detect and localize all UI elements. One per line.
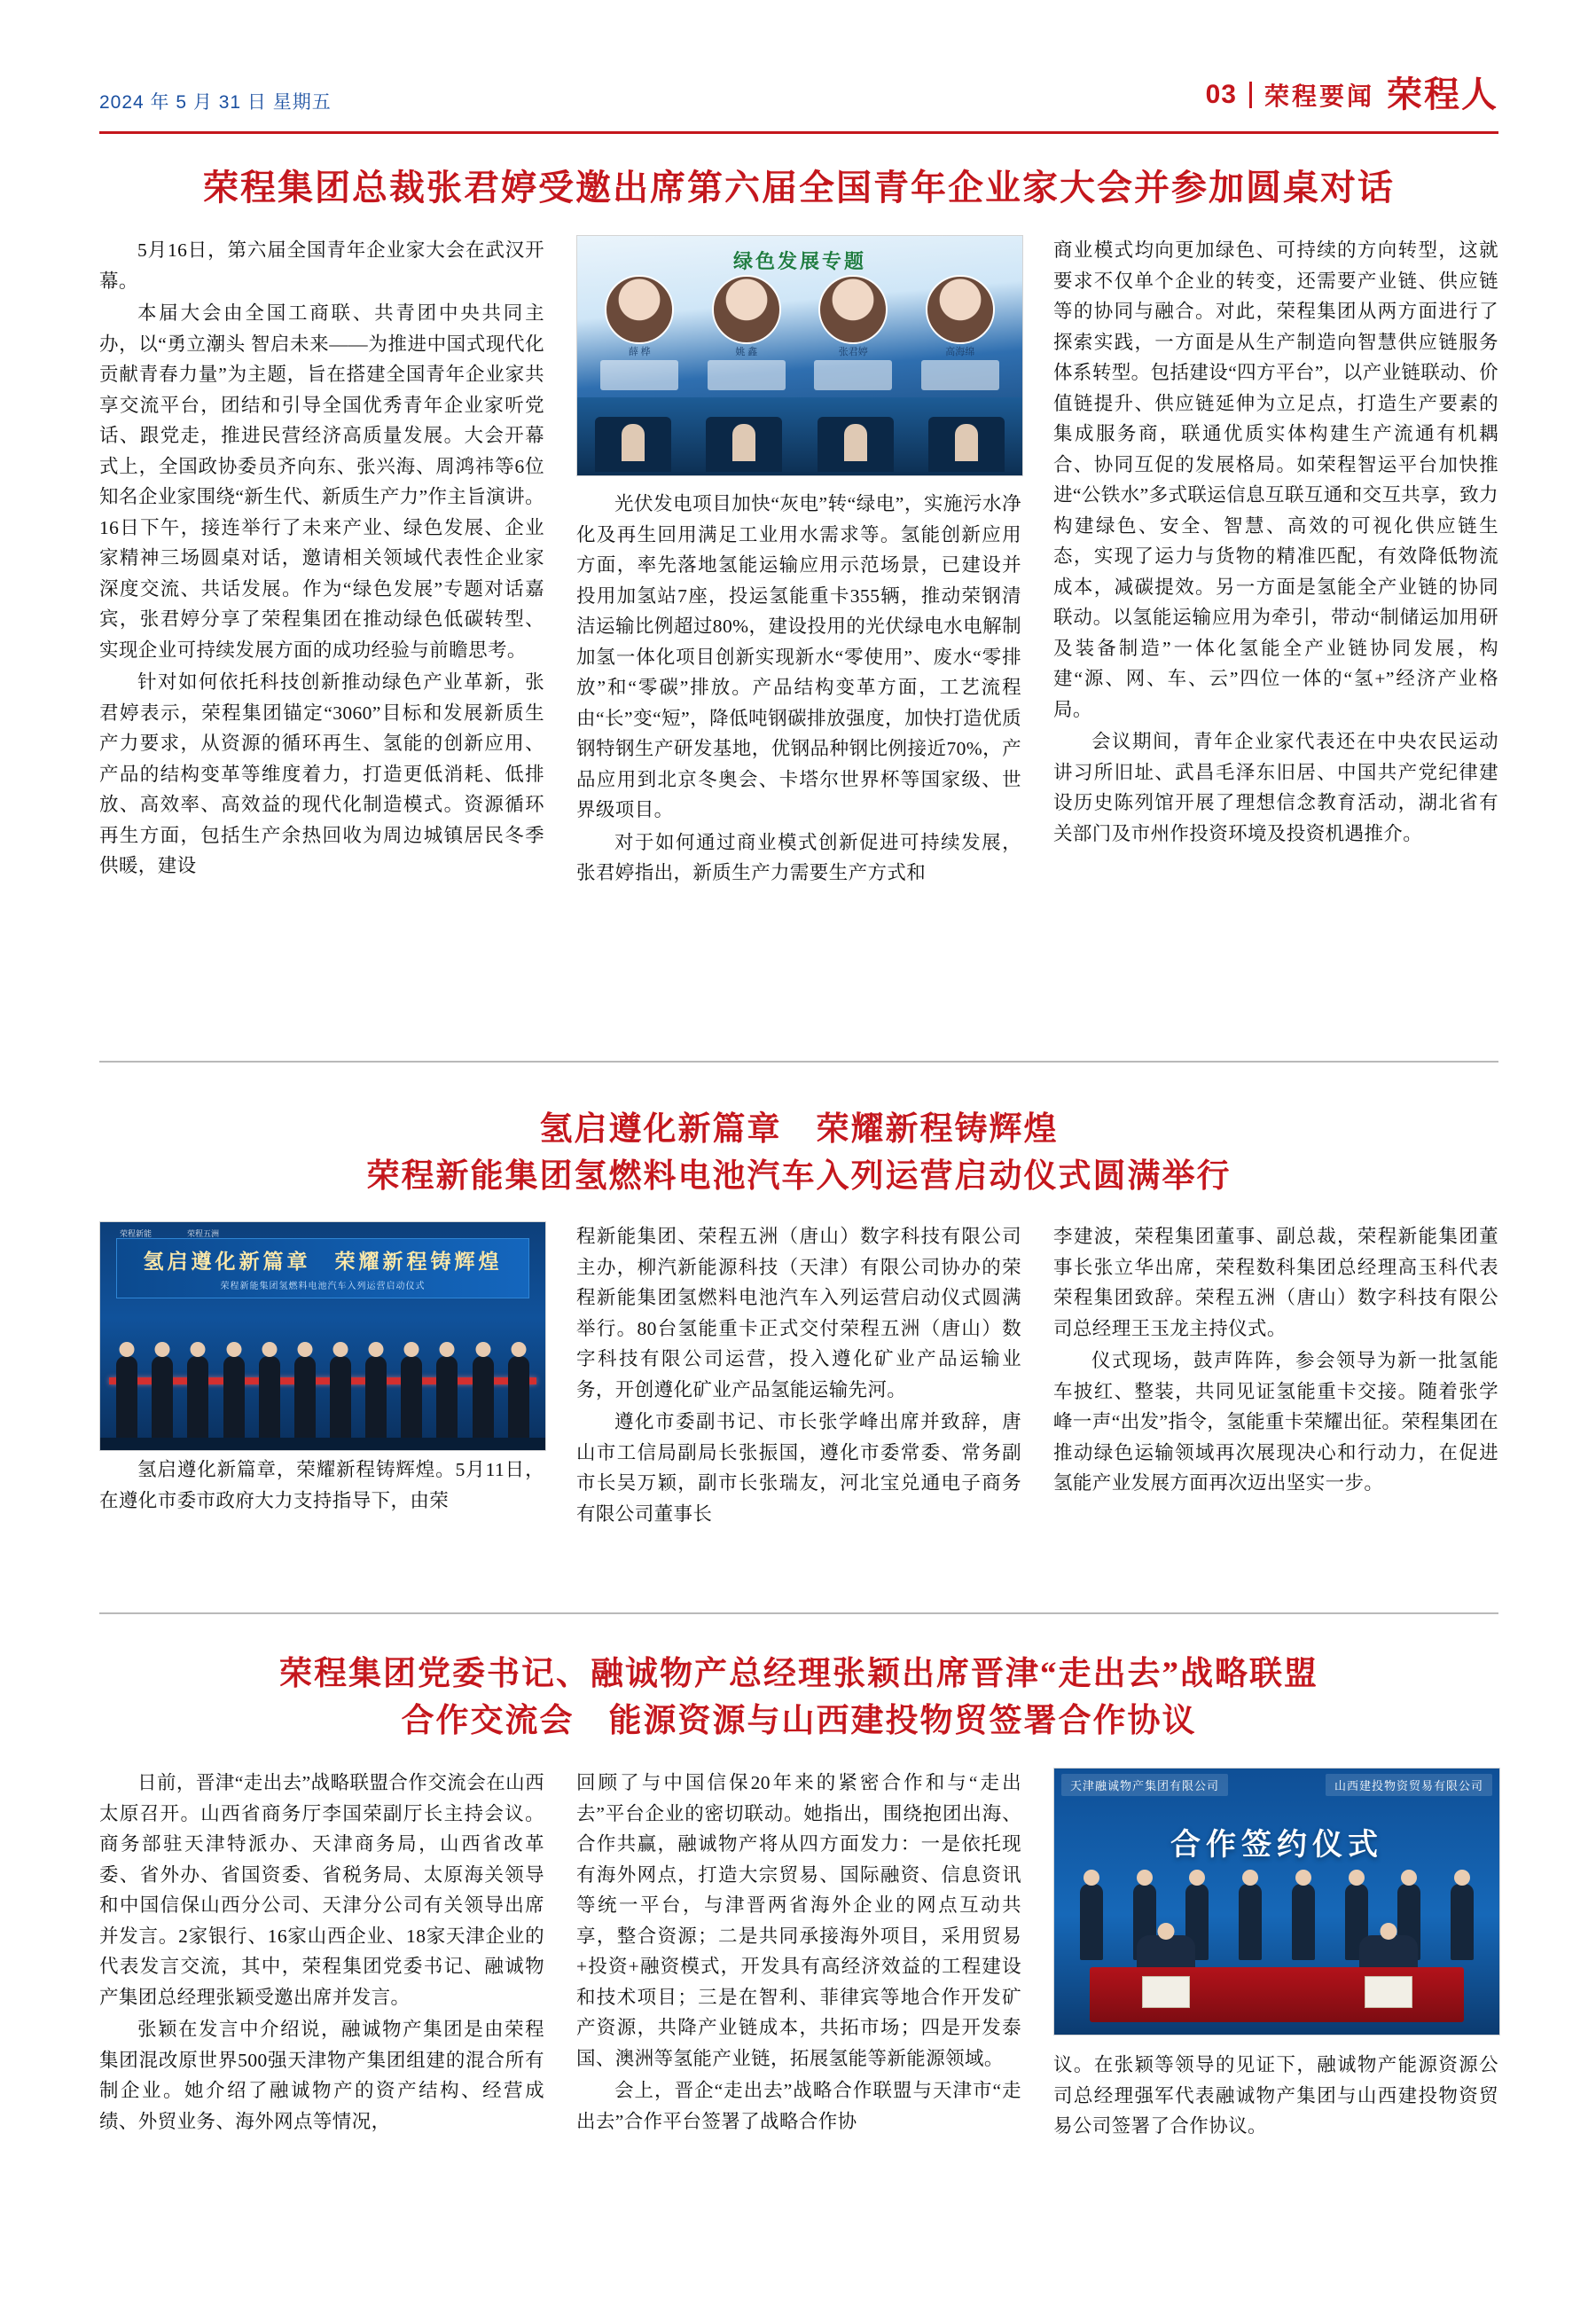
panelist-name: 高海绵 xyxy=(945,347,975,357)
masthead xyxy=(99,75,1498,127)
person-icon xyxy=(508,1356,529,1441)
paragraph: 针对如何依托科技创新推动绿色产业革新，张君婷表示，荣程集团锚定“3060”目标和发展新质生产力要求，从资源的循环再生、氢能的创新应用、产品的结构变革等维度着力，打造更低消耗、低排放、高效率、高效益的现代化制造模式。资源循环再生方面，包括生产余热回收为周边城镇居民冬季供暖，建设 xyxy=(99,671,544,876)
seated-person-icon xyxy=(706,417,782,472)
section-divider xyxy=(99,1061,1498,1063)
section-divider xyxy=(99,1612,1498,1614)
paragraph: 本届大会由全国工商联、共青团中央共同主办，以“勇立潮头 智启未来——为推进中国式现代化贡献青春力量”为主题，旨在搭建全国青年企业家共享交流平台，团结和引导全国优秀青年企业家听党话、跟党走，推进民营经济高质量发展。大会开幕式上，全国政协委员齐向东、张兴海、周鸿祎等6位知名企业家围绕“新生代、新质生产力”作主旨演讲。16日下午，接连举行了未来产业、绿色发展、企业家精神三场圆桌对话，邀请相关领域代表性企业家深度交流、共话发展。作为“绿色发展”专题对话嘉宾，张君婷分享了荣程集团在推动绿色低碳转型、实现企业可持续发展方面的成功经验与前瞻思考。 xyxy=(99,302,544,661)
photo-caption: 氢启遵化新篇章，荣耀新程铸辉煌。5月11日，在遵化市委市政府大力支持指导下，由荣 xyxy=(99,1459,544,1511)
portrait-icon xyxy=(926,275,995,344)
article-2-column-3 xyxy=(1053,1221,1498,1531)
brand-logo: 荣程人 xyxy=(1387,75,1498,114)
article-2 xyxy=(99,1107,1498,1531)
banner-sub-text: 荣程新能集团氢燃料电池汽车入列运营启动仪式 xyxy=(220,1282,426,1292)
person-icon xyxy=(187,1356,208,1441)
person-icon xyxy=(401,1356,422,1441)
article-3-column-3 xyxy=(1053,1768,1498,2144)
person-icon xyxy=(330,1356,351,1441)
agreement-documents xyxy=(1054,1976,1499,2008)
logo-left: 荣程新能 xyxy=(120,1229,153,1239)
masthead-divider-icon xyxy=(1249,82,1252,108)
paragraph: 商业模式均向更加绿色、可持续的方向转型，这就要求不仅单个企业的转变，还需要产业链、供应链等的协同与融合。对此，荣程集团从两方面进行了探索实践，一方面是从生产制造向智慧供应链服务体系转型。包括建设“四方平台”，以产业链联动、价值链提升、供应链延伸为立足点，打造生产要素的集成服务商，联通优质实体构建生产流通有机耦合、协同互促的发展格局。如荣程智运平台加快推进“公铁水”多式联运信息互联互通和交互共享，致力构建绿色、安全、智慧、高效的可视化供应链生态，实现了运力与货物的精准匹配，有效降低物流成本，减碳提效。另一方面是氢能全产业链的协同联动。以氢能运输应用为牵引，带动“制储运加用研及装备制造”一体化氢能全产业链协同发展，构建“源、网、车、云”四位一体的“氢+”经济产业格局。 xyxy=(1053,239,1498,720)
person-icon xyxy=(259,1356,280,1441)
person-icon xyxy=(365,1356,387,1441)
article-3-headline-line1: 荣程集团党委书记、融诚物产总经理张颖出席晋津“走出去”战略联盟 xyxy=(279,1656,1318,1692)
forum-panel-photo xyxy=(576,235,1023,476)
panelist-note xyxy=(600,360,678,390)
panelist-names xyxy=(586,344,1013,358)
signing-ceremony-photo xyxy=(1053,1768,1500,2035)
page-number: 03 xyxy=(1205,80,1237,109)
seated-person-icon xyxy=(595,417,671,472)
masthead-right xyxy=(1206,77,1498,113)
portrait-icon xyxy=(605,275,674,344)
ceremony-attendees xyxy=(109,1335,536,1441)
paragraph: 会议期间，青年企业家代表还在中央农民运动讲习所旧址、武昌毛泽东旧居、中国共产党纪律建设历史陈列馆开展了理想信念教育活动，湖北省有关部门及市州作投资环境及投资机遇推介。 xyxy=(1053,731,1498,844)
panelist-note xyxy=(708,360,786,390)
masthead-rule xyxy=(99,131,1498,134)
article-3-column-1 xyxy=(99,1768,544,2144)
article-1-column-1 xyxy=(99,235,544,890)
article-1-headline: 荣程集团总裁张君婷受邀出席第六届全国青年企业家大会并参加圆桌对话 xyxy=(203,168,1395,208)
person-icon xyxy=(152,1356,173,1441)
company-label-left: 天津融诚物产集团有限公司 xyxy=(1061,1774,1228,1796)
paragraph: 回顾了与中国信保20年来的紧密合作和与“走出去”平台企业的密切联动。她指出，围绕抱团出海、合作共赢，融诚物产将从四方面发力：一是依托现有海外网点，打造大宗贸易、国际融资、信息资讯等统一平台，与津晋两省海外企业的网点互动共享，整合资源；二是共同承接海外项目，采用贸易+投资+融资模式，开发具有高经济效益的工程建设和技术项目；三是在智利、菲律宾等地合作开发矿产资源，共降产业链成本，共拓市场；四是开发泰国、澳洲等氢能产业链，拓展氢能等新能源领域。 xyxy=(576,1772,1021,2069)
photo-overlay-title: 绿色发展专题 xyxy=(732,250,866,272)
panelist-portraits xyxy=(586,275,1013,344)
paragraph: 遵化市委副书记、市长张学峰出席并致辞，唐山市工信局副局长张振国，遵化市委常委、常务副市长吴万颖，副市长张瑞友，河北宝兑通电子商务有限公司董事长 xyxy=(576,1411,1021,1525)
issue-date: 2024 年 5 月 31 日 星期五 xyxy=(99,92,332,113)
seated-person-icon xyxy=(928,417,1005,472)
article-3-headline-line2: 合作交流会 能源资源与山西建投物贸签署合作协议 xyxy=(401,1702,1197,1739)
article-2-headline-line1: 氢启遵化新篇章 荣耀新程铸辉煌 xyxy=(539,1111,1059,1148)
person-icon xyxy=(436,1356,458,1441)
paragraph: 对于如何通过商业模式创新促进可持续发展，张君婷指出，新质生产力需要生产方式和 xyxy=(576,831,1021,883)
paragraph: 议。在张颖等领导的见证下，融诚物产能源资源公司总经理强军代表融诚物产集团与山西建投物资贸易公司签署了合作协议。 xyxy=(1053,2054,1498,2137)
hydrogen-launch-ceremony-photo xyxy=(99,1221,546,1451)
panelist-note xyxy=(921,360,999,390)
article-2-column-1 xyxy=(99,1221,544,1531)
article-1 xyxy=(99,164,1498,890)
panelist-name: 张君婷 xyxy=(838,347,868,357)
panelist-notes xyxy=(586,360,1013,390)
article-1-column-3 xyxy=(1053,235,1498,890)
person-icon xyxy=(223,1356,245,1441)
article-2-headline-line2: 荣程新能集团氢燃料电池汽车入列运营启动仪式圆满举行 xyxy=(366,1157,1232,1195)
article-1-column-2 xyxy=(576,235,1021,890)
paragraph: 会上，晋企“走出去”战略合作联盟与天津市“走出去”合作平台签署了战略合作协 xyxy=(576,2080,1021,2132)
paragraph: 5月16日，第六届全国青年企业家大会在武汉开幕。 xyxy=(99,239,544,292)
portrait-icon xyxy=(818,275,888,344)
paragraph: 仪式现场，鼓声阵阵，参会领导为新一批氢能车披红、整装，共同见证氢能重卡交接。随着张学峰一声“出发”指令，氢能重卡荣耀出征。荣程集团在推动绿色运输领域再次展现决心和行动力，在促进氢能产业发展方面再次迈出坚实一步。 xyxy=(1053,1350,1498,1494)
article-3 xyxy=(99,1651,1498,2144)
seated-person-icon xyxy=(818,417,894,472)
section-title: 荣程要闻 xyxy=(1264,83,1374,111)
ceremony-banner xyxy=(116,1238,529,1298)
photo-banner-title: 合作签约仪式 xyxy=(1170,1829,1383,1863)
article-2-column-2 xyxy=(576,1221,1021,1531)
photo-company-labels xyxy=(1061,1774,1492,1796)
banner-main-text: 氢启遵化新篇章 荣耀新程铸辉煌 xyxy=(143,1251,503,1274)
panel-seats xyxy=(577,401,1022,472)
company-label-right: 山西建投物资贸易有限公司 xyxy=(1326,1774,1492,1796)
person-icon xyxy=(294,1356,316,1441)
paragraph: 张颖在发言中介绍说，融诚物产集团是由荣程集团混改原世界500强天津物产集团组建的混合所有制企业。她介绍了融诚物产的资产结构、经营成绩、外贸业务、海外网点等情况， xyxy=(99,2019,544,2132)
person-icon xyxy=(473,1356,494,1441)
paragraph: 李建波，荣程集团董事、副总裁，荣程新能集团董事长张立华出席，荣程数科集团总经理高玉科代表荣程集团致辞。荣程五洲（唐山）数字科技有限公司总经理王玉龙主持仪式。 xyxy=(1053,1226,1498,1339)
panelist-name: 姚 鑫 xyxy=(735,347,758,357)
document-icon xyxy=(1142,1976,1190,2008)
article-3-column-2 xyxy=(576,1768,1021,2144)
person-icon xyxy=(116,1356,137,1441)
panelist-name: 薛 桦 xyxy=(628,347,651,357)
paragraph: 程新能集团、荣程五洲（唐山）数字科技有限公司主办，柳汽新能源科技（天津）有限公司协办的荣程新能集团氢燃料电池汽车入列运营启动仪式圆满举行。80台氢能重卡正式交付荣程五洲（唐山）数字科技有限公司运营，投入遵化矿业产品运输业务，开创遵化矿业产品氢能运输先河。 xyxy=(576,1226,1021,1400)
stage-floor xyxy=(100,1438,545,1450)
paragraph: 日前，晋津“走出去”战略联盟合作交流会在山西太原召开。山西省商务厅李国荣副厅长主持会议。商务部驻天津特派办、天津商务局，山西省改革委、省外办、省国资委、省税务局、太原海关领导和中国信保山西分公司、天津分公司有关领导出席并发言。2家银行、16家山西企业、18家天津企业的代表发言交流，其中，荣程集团党委书记、融诚物产集团总经理张颖受邀出席并发言。 xyxy=(99,1772,544,2008)
portrait-icon xyxy=(712,275,781,344)
paragraph: 光伏发电项目加快“灰电”转“绿电”，实施污水净化及再生回用满足工业用水需求等。氢能创新应用方面，率先落地氢能运输应用示范场景，已建设并投用加氢站7座，投运氢能重卡355辆，推动荣钢清洁运输比例超过80%，建设投用的光伏绿电水电解制加氢一体化项目创新实现新水“零使用”、废水“零排放”和“零碳”排放。产品结构变革方面，工艺流程由“长”变“短”，降低吨钢碳排放强度，加快打造优质钢特钢生产研发基地，优钢品种钢比例接近70%，产品应用到北京冬奥会、卡塔尔世界杯等国家级、世界级项目。 xyxy=(576,493,1021,820)
document-icon xyxy=(1365,1976,1412,2008)
panelist-note xyxy=(814,360,892,390)
logo-right: 荣程五洲 xyxy=(187,1229,220,1239)
